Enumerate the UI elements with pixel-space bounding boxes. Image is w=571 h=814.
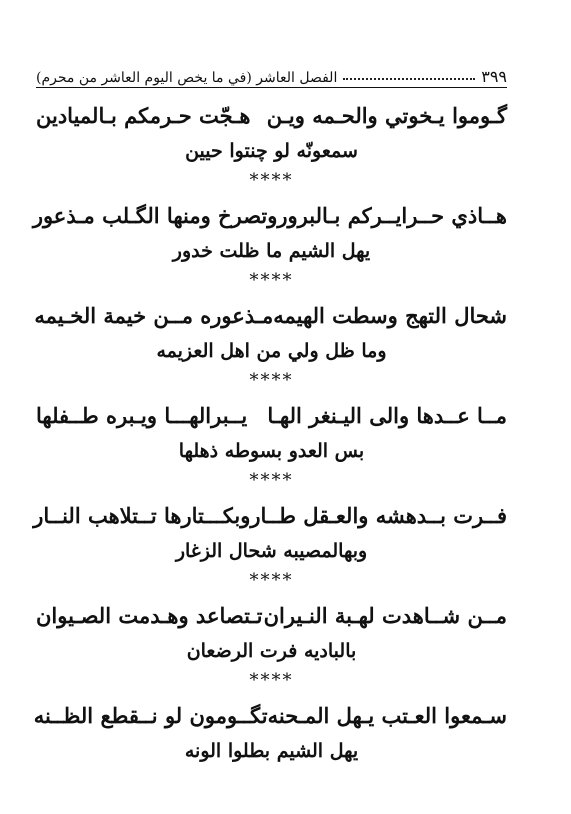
chapter-title: الفصل العاشر (في ما يخص اليوم العاشر من محرم) <box>36 70 338 86</box>
hemistich-first: شحال التهج وسطت الهيمه <box>273 303 507 328</box>
leader-dots <box>343 78 475 80</box>
refrain-line: وما ظل ولي من اهل العزيمه <box>156 340 387 362</box>
hemistich-first: سـمعوا العـتب يـهل المـحنه <box>267 703 507 728</box>
stanza-separator: **** <box>249 570 294 591</box>
hemistich-second: تـتصاعد وهـدمت الصـيوان <box>36 603 263 628</box>
running-header <box>36 60 507 86</box>
verse-line <box>36 396 507 436</box>
stanza <box>36 296 507 366</box>
stanza <box>36 96 507 166</box>
stanza <box>36 596 507 666</box>
hemistich-second: يــبرالهـــا ويـبره طــفلها <box>36 403 248 428</box>
hemistich-first: گـوموا يـخوتي والحـمه ويـن <box>266 103 507 128</box>
stanza-separator: **** <box>249 170 294 191</box>
header-rule <box>36 87 507 88</box>
page-number: ٣٩٩ <box>481 67 507 86</box>
verse-line <box>33 496 507 536</box>
hemistich-first: مــا عــدها والى اليـنغر الهـا <box>267 403 507 428</box>
verse-line <box>36 96 507 136</box>
hemistich-second: مـذعوره مــن خيمة الخـيمه <box>34 303 274 328</box>
stanza <box>33 496 507 566</box>
stanza-separator: **** <box>249 370 294 391</box>
verse-line <box>33 696 507 736</box>
stanza <box>33 696 507 766</box>
hemistich-first: هــاذي حــرايــركم بـالبرور <box>277 203 507 228</box>
stanza-separator: **** <box>249 470 294 491</box>
stanza <box>36 396 507 466</box>
refrain-line: بالباديه فرت الرضعان <box>186 640 357 662</box>
refrain-line: سمعونّه لو چنتوا حيين <box>185 140 358 162</box>
stanza-separator: **** <box>249 670 294 691</box>
hemistich-second: تگــومون لو نــقطع الظــنه <box>33 703 268 728</box>
poem-body <box>32 96 507 766</box>
refrain-line: بس العدو بسوطه ذهلها <box>178 440 365 462</box>
verse-line <box>36 296 507 336</box>
verse-line <box>36 596 507 636</box>
hemistich-second: وتصرخ ومنها الگـلب مـذعور <box>32 203 278 228</box>
refrain-line: وبهالمصيبه شحال الزغار <box>175 540 368 562</box>
verse-line <box>32 196 507 236</box>
hemistich-second: هـجّت حـرمكم بـالميادين <box>36 103 251 128</box>
hemistich-second: وبكـــتارها تــتلاهب النــار <box>33 503 251 528</box>
stanza-separator: **** <box>249 270 294 291</box>
refrain-line: يهل الشيم ما ظلت خدور <box>172 240 371 262</box>
hemistich-first: فــرت بــدهشه والعـقل طــار <box>250 503 507 528</box>
stanza <box>32 196 507 266</box>
refrain-line: يهل الشيم بطلوا الونه <box>184 740 359 762</box>
hemistich-first: مــن شــاهدت لهـبة النـيران <box>263 603 507 628</box>
